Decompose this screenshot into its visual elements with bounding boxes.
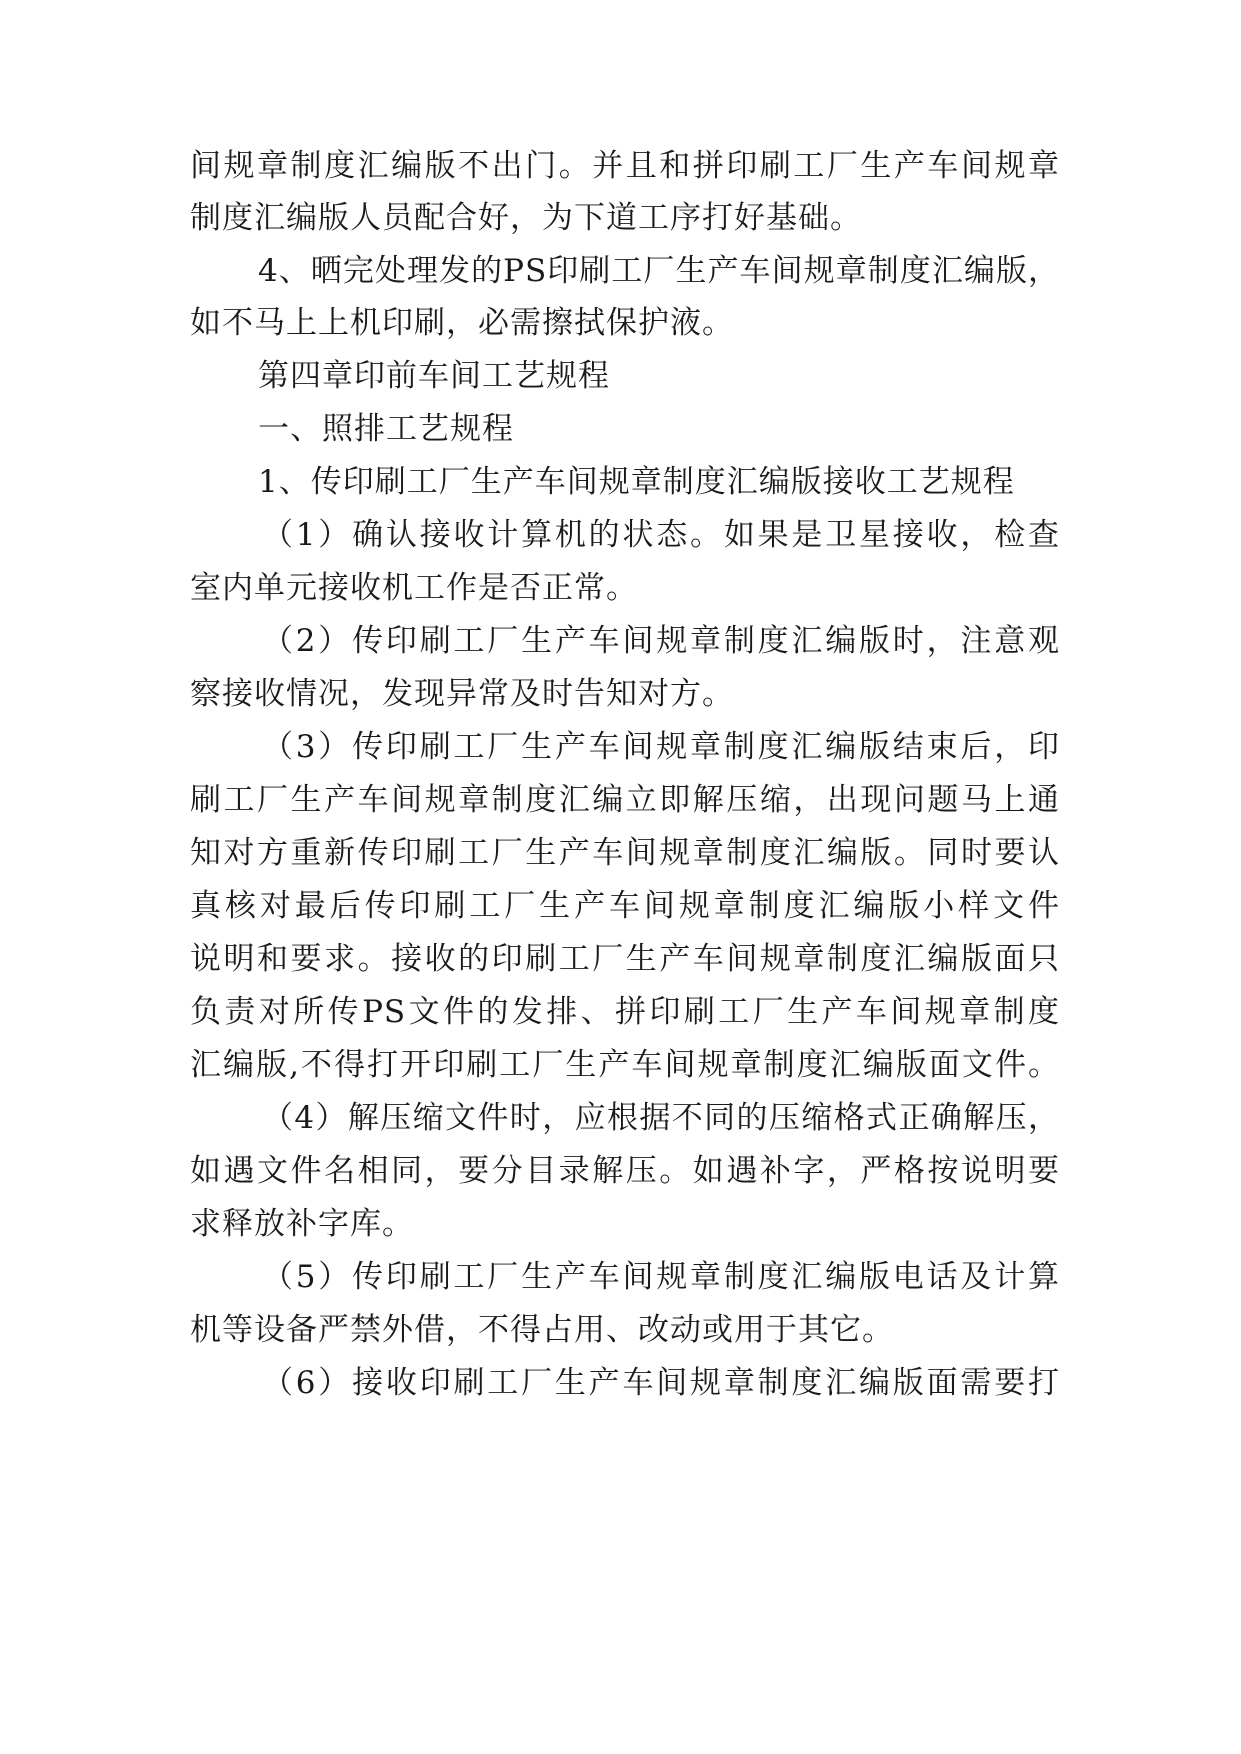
text-line: 4、晒完处理发的PS印刷工厂生产车间规章制度汇编版，	[258, 253, 1060, 289]
text-line: （5）传印刷工厂生产车间规章制度汇编版电话及计算	[262, 1259, 1060, 1295]
text-line: （4）解压缩文件时，应根据不同的压缩格式正确解压，	[262, 1100, 1060, 1136]
subsection-heading: 1、传印刷工厂生产车间规章制度汇编版接收工艺规程	[258, 464, 1015, 500]
text-line: 说明和要求。接收的印刷工厂生产车间规章制度汇编版面只	[190, 941, 1060, 977]
text-line: 机等设备严禁外借，不得占用、改动或用于其它。	[190, 1312, 894, 1348]
text-line: （6）接收印刷工厂生产车间规章制度汇编版面需要打	[262, 1365, 1060, 1401]
chapter-heading: 第四章印前车间工艺规程	[258, 358, 610, 394]
text-line: 负责对所传PS文件的发排、拼印刷工厂生产车间规章制度	[190, 994, 1060, 1030]
text-line: （3）传印刷工厂生产车间规章制度汇编版结束后，印	[262, 729, 1060, 765]
text-line: 室内单元接收机工作是否正常。	[190, 570, 638, 606]
text-line: （2）传印刷工厂生产车间规章制度汇编版时，注意观	[262, 623, 1060, 659]
text-line: 间规章制度汇编版不出门。并且和拼印刷工厂生产车间规章	[190, 148, 1060, 184]
text-line: 知对方重新传印刷工厂生产车间规章制度汇编版。同时要认	[190, 835, 1060, 871]
text-line: 察接收情况，发现异常及时告知对方。	[190, 676, 734, 712]
text-line: 求释放补字库。	[190, 1206, 414, 1242]
text-line: 汇编版,不得打开印刷工厂生产车间规章制度汇编版面文件。	[190, 1047, 1060, 1083]
text-line: 如不马上上机印刷，必需擦拭保护液。	[190, 305, 734, 341]
text-line: 刷工厂生产车间规章制度汇编立即解压缩，出现问题马上通	[190, 782, 1060, 818]
text-line: 制度汇编版人员配合好，为下道工序打好基础。	[190, 200, 862, 236]
text-line: （1）确认接收计算机的状态。如果是卫星接收，检查	[262, 517, 1060, 553]
section-heading: 一、照排工艺规程	[258, 411, 514, 447]
text-line: 真核对最后传印刷工厂生产车间规章制度汇编版小样文件	[190, 888, 1060, 924]
text-line: 如遇文件名相同，要分目录解压。如遇补字，严格按说明要	[190, 1153, 1060, 1189]
